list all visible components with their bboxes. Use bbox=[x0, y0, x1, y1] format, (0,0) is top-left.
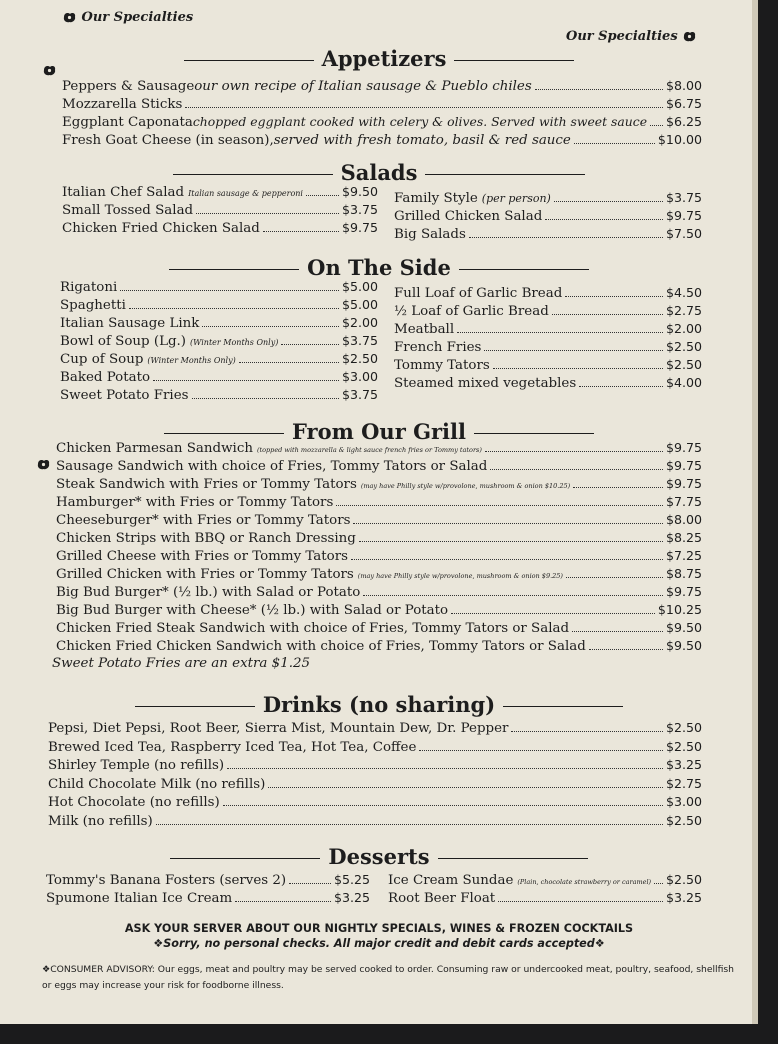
dot-leader bbox=[511, 720, 662, 732]
side-item: Meatball $2.00 bbox=[394, 321, 702, 337]
dot-leader bbox=[589, 638, 663, 650]
salad-item: Chicken Fried Chicken Salad $9.75 bbox=[62, 220, 378, 236]
grill-item-price: $8.00 bbox=[665, 512, 702, 527]
grill-item bbox=[56, 440, 702, 458]
grill-item-price: $9.50 bbox=[665, 638, 702, 653]
dot-leader bbox=[156, 813, 663, 825]
drink-item-name: Shirley Temple (no refills) bbox=[48, 758, 225, 773]
drink-item-price: $2.50 bbox=[665, 812, 702, 828]
heading-rule bbox=[459, 269, 589, 270]
specials-notice: ASK YOUR SERVER ABOUT OUR NIGHTLY SPECIALS, WINES & FROZEN COCKTAILS bbox=[124, 922, 634, 935]
grill-item-name: Big Bud Burger* (½ lb.) with Salad or Potato bbox=[56, 585, 361, 600]
grill-item-name: Chicken Parmesan Sandwich bbox=[56, 441, 253, 456]
drink-item bbox=[48, 720, 702, 738]
menu-edge-strip bbox=[758, 0, 778, 1044]
dot-leader bbox=[573, 476, 663, 488]
salad-item: Big Salads $7.50 bbox=[394, 226, 702, 242]
grill-item-price: $8.75 bbox=[665, 566, 702, 581]
heading-rule bbox=[503, 706, 623, 707]
drink-item-name: Milk (no refills) bbox=[48, 813, 153, 829]
desserts-heading: Desserts bbox=[0, 844, 758, 869]
drink-item-price: $2.50 bbox=[665, 738, 702, 754]
grill-item-name: Grilled Cheese with Fries or Tommy Tators bbox=[56, 549, 348, 564]
appetizer-item: Eggplant Caponata chopped eggplant cooked with celery & olives. Served with sweet sauce $6.25 bbox=[62, 114, 702, 130]
drink-item bbox=[48, 794, 702, 812]
appetizers-heading: Appetizers bbox=[0, 46, 758, 71]
dot-leader bbox=[572, 620, 663, 632]
grill-item-name: Chicken Strips with BBQ or Ranch Dressing bbox=[56, 531, 356, 546]
specialty-emblem-icon bbox=[36, 458, 51, 471]
specialty-emblem-icon bbox=[682, 30, 697, 43]
dot-leader bbox=[268, 776, 663, 788]
appetizer-item: Peppers & Sausage our own recipe of Italian sausage & Pueblo chiles $8.00 bbox=[62, 78, 702, 94]
dot-leader bbox=[351, 548, 663, 560]
drink-item-price: $3.25 bbox=[665, 757, 702, 772]
dot-leader bbox=[336, 494, 663, 506]
side-item: Rigatoni $5.00 bbox=[60, 279, 378, 295]
dessert-item: Root Beer Float $3.25 bbox=[388, 890, 702, 906]
grill-item-price: $9.75 bbox=[665, 458, 702, 473]
side-item: French Fries $2.50 bbox=[394, 339, 702, 355]
side-item: Italian Sausage Link $2.00 bbox=[60, 315, 378, 331]
dot-leader bbox=[419, 739, 663, 751]
specialty-emblem-icon bbox=[62, 11, 77, 24]
side-item: Sweet Potato Fries $3.75 bbox=[60, 387, 378, 403]
drink-item-price: $3.00 bbox=[665, 794, 702, 809]
grill-item-name: Sausage Sandwich with choice of Fries, Tommy Tators or Salad bbox=[56, 459, 488, 474]
side-item: Baked Potato $3.00 bbox=[60, 369, 378, 385]
drink-item bbox=[48, 776, 702, 794]
heading-rule bbox=[184, 60, 314, 61]
dot-leader bbox=[353, 512, 662, 524]
grill-item-price: $9.75 bbox=[665, 584, 702, 599]
drinks-heading: Drinks (no sharing) bbox=[0, 692, 758, 717]
dessert-item: Ice Cream Sundae (Plain, chocolate strawberry or caramel) $2.50 bbox=[388, 872, 702, 888]
side-item: ½ Loaf of Garlic Bread $2.75 bbox=[394, 303, 702, 319]
grill-item-name: Big Bud Burger with Cheese* (½ lb.) with Salad or Potato bbox=[56, 603, 449, 618]
specialties-label-right: Our Specialties bbox=[566, 29, 697, 44]
drink-item-name: Brewed Iced Tea, Raspberry Iced Tea, Hot Tea, Coffee bbox=[48, 739, 417, 755]
grill-item bbox=[56, 512, 702, 530]
salad-item: Small Tossed Salad $3.75 bbox=[62, 202, 378, 218]
specialties-label-left: Our Specialties bbox=[62, 10, 193, 25]
drink-item-name: Child Chocolate Milk (no refills) bbox=[48, 776, 266, 792]
side-item: Steamed mixed vegetables $4.00 bbox=[394, 375, 702, 391]
grill-item-name: Grilled Chicken with Fries or Tommy Tators bbox=[56, 567, 354, 582]
appetizer-item: Fresh Goat Cheese (in season), served with fresh tomato, basil & red sauce $10.00 bbox=[62, 132, 702, 148]
grill-item bbox=[56, 584, 702, 602]
drink-item-name: Pepsi, Diet Pepsi, Root Beer, Sierra Mist, Mountain Dew, Dr. Pepper bbox=[48, 721, 509, 736]
grill-item-price: $9.75 bbox=[665, 440, 702, 455]
heading-rule bbox=[454, 60, 574, 61]
dot-leader bbox=[451, 602, 655, 614]
salads-heading: Salads bbox=[0, 160, 758, 185]
grill-item-name: Steak Sandwich with Fries or Tommy Tators bbox=[56, 477, 357, 492]
grill-item bbox=[56, 458, 702, 476]
menu-bottom-strip bbox=[0, 1024, 778, 1044]
appetizer-item: Mozzarella Sticks $6.75 bbox=[62, 96, 702, 112]
drink-item bbox=[48, 757, 702, 775]
heading-rule bbox=[474, 433, 594, 434]
grill-item-price: $7.75 bbox=[665, 494, 702, 509]
grill-item-note: (may have Philly style w/provolone, mushroom & onion $9.25) bbox=[357, 572, 563, 580]
dot-leader bbox=[227, 757, 663, 769]
heading-rule bbox=[164, 433, 284, 434]
grill-extra-note: Sweet Potato Fries are an extra $1.25 bbox=[52, 656, 311, 671]
grill-item-name: Cheeseburger* with Fries or Tommy Tators bbox=[56, 513, 351, 528]
dot-leader bbox=[485, 440, 663, 452]
grill-item bbox=[56, 620, 702, 638]
grill-heading: From Our Grill bbox=[0, 419, 758, 444]
grill-item-price: $9.50 bbox=[665, 620, 702, 635]
salad-item: Grilled Chicken Salad $9.75 bbox=[394, 208, 702, 224]
specialty-emblem-icon bbox=[42, 64, 57, 77]
salad-item: Italian Chef Salad Italian sausage & pepperoni $9.50 bbox=[62, 184, 378, 200]
payment-notice: ❖Sorry, no personal checks. All major credit and debit cards accepted❖ bbox=[153, 937, 605, 950]
heading-rule bbox=[425, 174, 585, 175]
grill-item-name: Chicken Fried Chicken Sandwich with choice of Fries, Tommy Tators or Salad bbox=[56, 639, 586, 654]
side-item: Bowl of Soup (Lg.) (Winter Months Only) $3.75 bbox=[60, 333, 378, 349]
consumer-advisory: ❖CONSUMER ADVISORY: Our eggs, meat and poultry may be served cooked to order. Consuming raw or undercooked meat, poultry, seafood, shellfish or eggs may increase your risk for foodborne illness. bbox=[42, 964, 735, 991]
dot-leader bbox=[359, 530, 663, 542]
grill-item bbox=[56, 566, 702, 584]
drink-item bbox=[48, 739, 702, 757]
grill-item-note: (may have Philly style w/provolone, mushroom & onion $10.25) bbox=[360, 482, 571, 490]
grill-item bbox=[56, 476, 702, 494]
grill-item-name: Chicken Fried Steak Sandwich with choice of Fries, Tommy Tators or Salad bbox=[56, 621, 570, 636]
dessert-item: Spumone Italian Ice Cream $3.25 bbox=[46, 890, 370, 906]
grill-item bbox=[56, 638, 702, 656]
side-item: Spaghetti $5.00 bbox=[60, 297, 378, 313]
dot-leader bbox=[223, 794, 663, 806]
dot-leader bbox=[490, 458, 663, 470]
drink-item-price: $2.50 bbox=[665, 720, 702, 735]
side-item: Cup of Soup (Winter Months Only) $2.50 bbox=[60, 351, 378, 367]
side-item: Full Loaf of Garlic Bread $4.50 bbox=[394, 285, 702, 301]
grill-item-price: $8.25 bbox=[665, 530, 702, 545]
side-item: Tommy Tators $2.50 bbox=[394, 357, 702, 373]
heading-rule bbox=[438, 858, 588, 859]
dot-leader bbox=[363, 584, 663, 596]
dessert-item: Tommy's Banana Fosters (serves 2) $5.25 bbox=[46, 872, 370, 888]
grill-item bbox=[56, 602, 702, 620]
grill-item-price: $9.75 bbox=[665, 476, 702, 491]
grill-item-price: $10.25 bbox=[657, 602, 702, 617]
heading-rule bbox=[170, 858, 320, 859]
grill-item bbox=[56, 494, 702, 512]
grill-item-note: (topped with mozzarella & light sauce french fries or Tommy tators) bbox=[256, 446, 482, 454]
heading-rule bbox=[173, 174, 333, 175]
grill-item-name: Hamburger* with Fries or Tommy Tators bbox=[56, 495, 334, 510]
drink-item-name: Hot Chocolate (no refills) bbox=[48, 795, 220, 810]
heading-rule bbox=[135, 706, 255, 707]
grill-item bbox=[56, 548, 702, 566]
drink-item bbox=[48, 813, 702, 831]
dot-leader bbox=[566, 566, 663, 578]
side-heading: On The Side bbox=[0, 255, 758, 280]
grill-item bbox=[56, 530, 702, 548]
drink-item-price: $2.75 bbox=[665, 775, 702, 791]
grill-item-price: $7.25 bbox=[665, 548, 702, 563]
heading-rule bbox=[169, 269, 299, 270]
salad-item: Family Style (per person) $3.75 bbox=[394, 190, 702, 206]
